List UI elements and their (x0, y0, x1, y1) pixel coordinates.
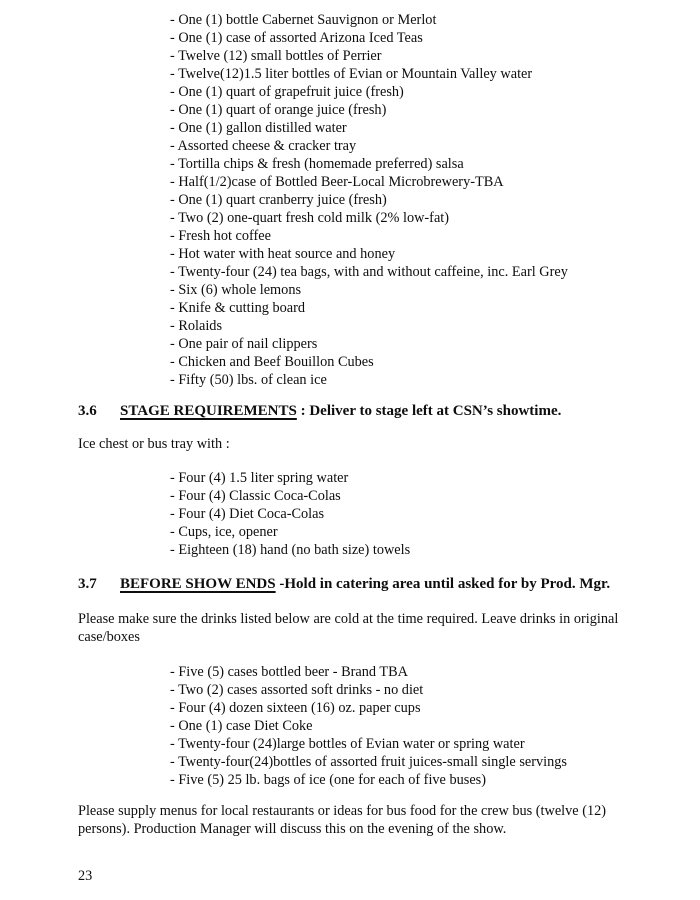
list-item: - Tortilla chips & fresh (homemade preferred) salsa (170, 156, 464, 172)
list-item: - Four (4) Diet Coca-Colas (170, 506, 325, 522)
list-item: - One (1) quart of orange juice (fresh) (170, 102, 387, 118)
list-item: - Six (6) whole lemons (170, 282, 302, 298)
list-item: - Chicken and Beef Bouillon Cubes (170, 354, 374, 370)
list-item: - Twenty-four (24)large bottles of Evian water or spring water (170, 736, 525, 752)
stage-requirements-list (78, 469, 642, 559)
list-item: - Eighteen (18) hand (no bath size) towels (170, 542, 411, 558)
section-number: 3.7 (78, 576, 97, 592)
drinks-cold-paragraph: Please make sure the drinks listed below are cold at the time required. Leave drinks in original case/boxes (78, 611, 619, 645)
list-item: - Twelve(12)1.5 liter bottles of Evian or Mountain Valley water (170, 66, 533, 82)
list-item: - One pair of nail clippers (170, 336, 318, 352)
list-item: - One (1) bottle Cabernet Sauvignon or Merlot (170, 12, 437, 28)
section-3-6-heading (78, 402, 642, 421)
list-item: - Fresh hot coffee (170, 228, 271, 244)
section-title-suffix: : Deliver to stage left at CSN’s showtime. (296, 403, 562, 419)
section-title: BEFORE SHOW ENDS (120, 576, 276, 592)
list-item: - Cups, ice, opener (170, 524, 278, 540)
section-number: 3.6 (78, 403, 97, 419)
section-title-line (120, 575, 610, 594)
section-title-suffix: -Hold in catering area until asked for by Prod. Mgr. (275, 576, 611, 592)
list-item: - Twelve (12) small bottles of Perrier (170, 48, 382, 64)
list-item: - Half(1/2)case of Bottled Beer-Local Microbrewery-TBA (170, 174, 504, 190)
list-item: - Four (4) dozen sixteen (16) oz. paper cups (170, 700, 421, 716)
list-item: - Two (2) one-quart fresh cold milk (2% low-fat) (170, 210, 450, 226)
list-item: - Twenty-four (24) tea bags, with and without caffeine, inc. Earl Grey (170, 264, 568, 280)
list-item: - Five (5) cases bottled beer - Brand TBA (170, 664, 408, 680)
list-item: - Hot water with heat source and honey (170, 246, 396, 262)
section-title-line (120, 402, 561, 421)
section-title: STAGE REQUIREMENTS (120, 403, 297, 419)
list-item: - One (1) quart of grapefruit juice (fresh) (170, 84, 404, 100)
ice-chest-line: Ice chest or bus tray with : (78, 436, 230, 452)
list-item: - One (1) case of assorted Arizona Iced Teas (170, 30, 423, 46)
list-item: - Two (2) cases assorted soft drinks - no diet (170, 682, 424, 698)
catering-requirements-list (78, 11, 642, 389)
list-item: - Four (4) 1.5 liter spring water (170, 470, 349, 486)
list-item: - Knife & cutting board (170, 300, 305, 316)
bus-menus-paragraph: Please supply menus for local restaurants or ideas for bus food for the crew bus (twelve (12) persons). Production Manager will discuss this on the evening of the show. (78, 803, 607, 837)
list-item: - One (1) case Diet Coke (170, 718, 313, 734)
list-item: - One (1) gallon distilled water (170, 120, 347, 136)
list-item: - Assorted cheese & cracker tray (170, 138, 357, 154)
section-3-7-heading (78, 575, 642, 594)
list-item: - Rolaids (170, 318, 223, 334)
list-item: - Twenty-four(24)bottles of assorted fruit juices-small single servings (170, 754, 567, 770)
list-item: - Four (4) Classic Coca-Colas (170, 488, 341, 504)
list-item: - Fifty (50) lbs. of clean ice (170, 372, 327, 388)
page-number: 23 (78, 868, 93, 884)
before-show-ends-list (78, 663, 642, 789)
list-item: - Five (5) 25 lb. bags of ice (one for each of five buses) (170, 772, 487, 788)
list-item: - One (1) quart cranberry juice (fresh) (170, 192, 387, 208)
